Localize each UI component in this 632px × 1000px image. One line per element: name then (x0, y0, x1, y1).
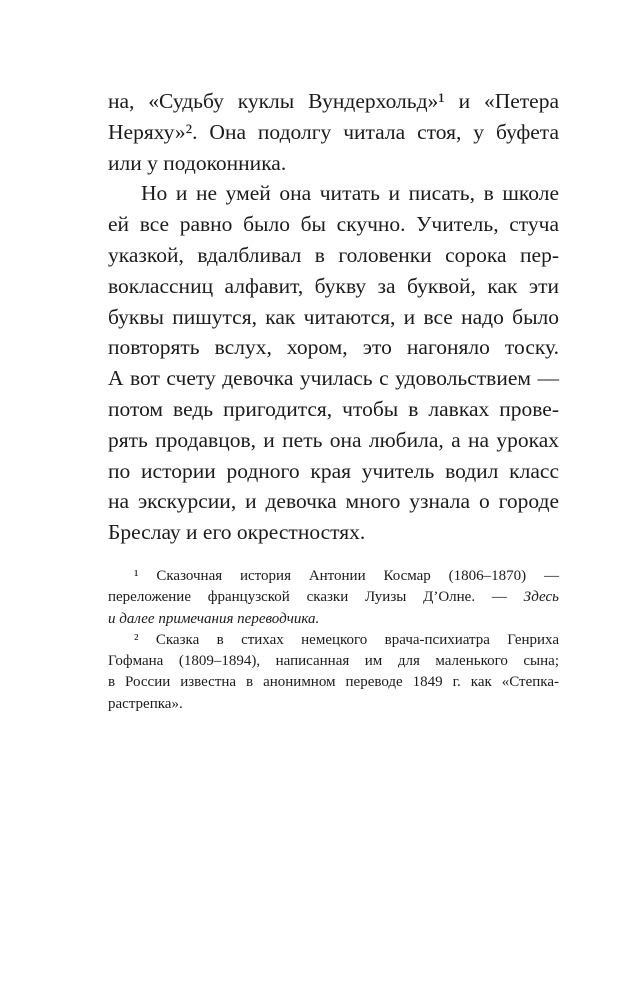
text-line: Бреслау и его окрестностях. (108, 520, 366, 545)
footnote-separator (108, 548, 559, 566)
footnote-1 (108, 566, 559, 630)
footnote-line: Гофмана (1809–1894), написанная им для маленького сына; (108, 653, 559, 670)
footnote-2 (108, 630, 559, 715)
text-line: на, «Судьбу куклы Вундерхольд»¹ и «Петера (108, 89, 559, 113)
footnotes (108, 566, 559, 715)
text-line: указкой, вдалбливал в головенки сорока пер- (108, 242, 559, 267)
footnote-line (108, 587, 559, 608)
text-line: по истории родного края учитель водил класс (108, 458, 559, 483)
text-line: Но и не умей она читать и писать, в школе (141, 181, 559, 206)
text-line: или у подоконника. (108, 150, 287, 175)
footnote-line: и далее примечания переводчика. (108, 610, 320, 627)
text-line: воклассниц алфавит, букву за буквой, как эти (108, 273, 559, 298)
main-text (108, 86, 559, 548)
text-line: Неряху»². Она подолгу читала стоя, у буфета (108, 119, 559, 144)
text-line: буквы пишутся, как читаются, и все надо было (108, 304, 559, 329)
footnote-line: растрепка». (108, 695, 183, 712)
text-line: потом ведь пригодится, чтобы в лавках прове- (108, 396, 559, 421)
book-page (108, 86, 559, 715)
text-line: на экскурсии, и девочка много узнала о городе (108, 489, 559, 514)
text-line: повторять вслух, хором, это нагоняло тоску. (108, 335, 559, 360)
footnote-line: ² Сказка в стихах немецкого врача-психиатра Генриха (134, 631, 559, 648)
text-line: рять продавцов, и петь она любила, а на уроках (108, 427, 559, 452)
text-line: ей все равно было бы скучно. Учитель, стуча (108, 212, 559, 237)
footnote-line: в России известна в анонимном переводе 1849 г. как «Степка- (108, 674, 559, 691)
footnote-line: ¹ Сказочная история Антонии Космар (1806–1870) — (134, 567, 559, 584)
footnote-italic-text: Здесь (523, 589, 559, 606)
text-line: А вот счету девочка училась с удовольствием — (108, 366, 559, 391)
footnote-text: переложение французской сказки Луизы Д’Олне. — (108, 589, 524, 606)
